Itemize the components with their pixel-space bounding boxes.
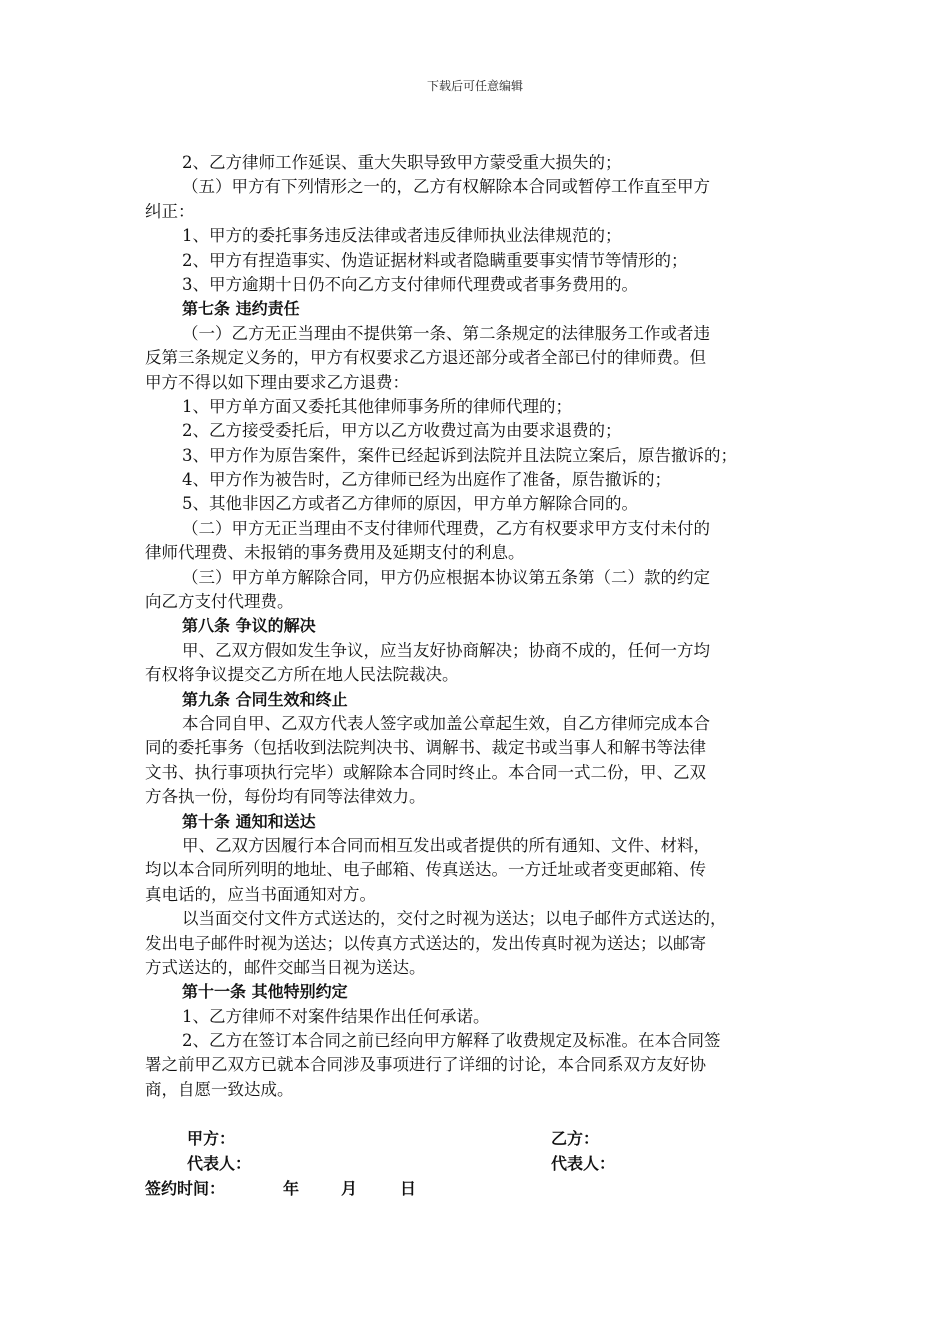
text-line: 5、其他非因乙方或者乙方律师的原因，甲方单方解除合同的。 [182,494,638,514]
section-heading: 第八条 争议的解决 [182,616,316,636]
party-a-label: 甲方： [187,1129,236,1148]
representative-a-label: 代表人： [187,1154,252,1173]
section-heading: 第九条 合同生效和终止 [182,689,348,709]
text-line: 均以本合同所列明的地址、电子邮箱、传真送达。一方迁址或者变更邮箱、传 [145,860,706,880]
text-line: 方式送达的，邮件交邮当日视为送达。 [145,957,426,977]
section-heading: 第十条 通知和送达 [182,811,316,831]
text-line: 商，自愿一致达成。 [145,1079,294,1099]
text-line: 甲方不得以如下理由要求乙方退费： [145,372,409,392]
text-line: 署之前甲乙双方已就本合同涉及事项进行了详细的讨论，本合同系双方友好协 [145,1055,706,1075]
text-line: 1、甲方的委托事务违反法律或者违反律师执业法律规范的； [182,226,622,246]
text-line: 有权将争议提交乙方所在地人民法院裁决。 [145,665,459,685]
text-line: （二）甲方无正当理由不支付律师代理费，乙方有权要求甲方支付未付的 [182,518,710,538]
signing-date-label: 签约时间： [145,1179,226,1198]
text-line: 1、乙方律师不对案件结果作出任何承诺。 [182,1006,490,1026]
text-line: 纠正： [145,201,195,221]
text-line: （一）乙方无正当理由不提供第一条、第二条规定的法律服务工作或者违 [182,323,710,343]
text-line: 1、甲方单方面又委托其他律师事务所的律师代理的； [182,396,572,416]
page-header: 下载后可任意编辑 [426,79,523,93]
text-line: 甲、乙双方因履行本合同而相互发出或者提供的所有通知、文件、材料， [182,835,710,855]
text-line: 以当面交付文件方式送达的，交付之时视为送达；以电子邮件方式送达的， [182,909,727,929]
representative-b-label: 代表人： [551,1154,616,1173]
text-line: 甲、乙双方假如发生争议，应当友好协商解决；协商不成的，任何一方均 [182,640,710,660]
text-line: 文书、执行事项执行完毕）或解除本合同时终止。本合同一式二份，甲、乙双 [145,762,706,782]
text-line: 真电话的，应当书面通知对方。 [145,884,376,904]
text-line: 2、乙方在签订本合同之前已经向甲方解释了收费规定及标准。在本合同签 [182,1031,721,1051]
party-b-label: 乙方： [551,1129,600,1148]
text-line: 同的委托事务（包括收到法院判决书、调解书、裁定书或当事人和解书等法律 [145,738,706,758]
text-line: 本合同自甲、乙双方代表人签字或加盖公章起生效，自乙方律师完成本合 [182,713,710,733]
text-line: 律师代理费、未报销的事务费用及延期支付的利息。 [145,543,525,563]
text-line: 2、乙方律师工作延误、重大失职导致甲方蒙受重大损失的； [182,153,622,172]
text-line: 反第三条规定义务的，甲方有权要求乙方退还部分或者全部已付的律师费。但 [145,348,706,368]
text-line: （三）甲方单方解除合同，甲方仍应根据本协议第五条第（二）款的约定 [182,567,710,587]
text-line: 4、甲方作为被告时，乙方律师已经为出庭作了准备，原告撤诉的； [182,470,671,490]
section-heading: 第七条 违约责任 [182,299,300,319]
date-day-label: 日 [400,1179,417,1198]
text-line: 发出电子邮件时视为送达；以传真方式送达的，发出传真时视为送达；以邮寄 [145,933,706,953]
text-line: 2、乙方接受委托后，甲方以乙方收费过高为由要求退费的； [182,421,622,441]
text-line: 方各执一份，每份均有同等法律效力。 [145,787,426,807]
text-line: 向乙方支付代理费。 [145,592,294,612]
text-line: 3、甲方逾期十日仍不向乙方支付律师代理费或者事务费用的。 [182,274,638,294]
date-year-label: 年 [283,1179,300,1198]
text-line: （五）甲方有下列情形之一的，乙方有权解除本合同或暂停工作直至甲方 [182,177,710,197]
section-heading: 第十一条 其他特别约定 [182,982,348,1002]
date-month-label: 月 [341,1179,358,1198]
contract-body [145,151,835,1102]
text-line: 2、甲方有捏造事实、伪造证据材料或者隐瞒重要事实情节等情形的； [182,250,688,270]
text-line: 3、甲方作为原告案件，案件已经起诉到法院并且法院立案后，原告撤诉的； [182,445,737,465]
